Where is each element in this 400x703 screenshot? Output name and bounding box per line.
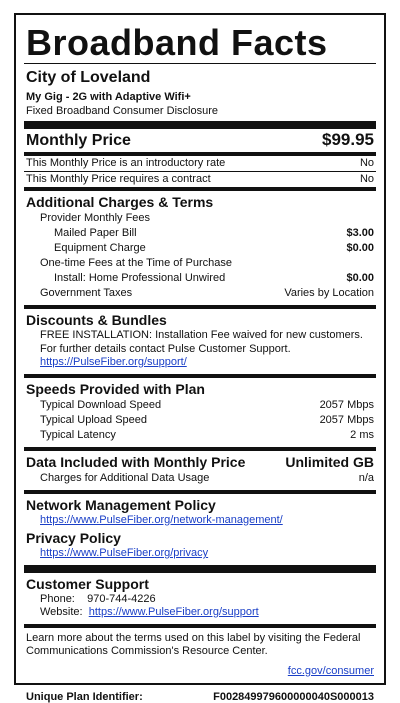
download-value: 2057 Mbps [319, 398, 374, 411]
footer-text: Learn more about the terms used on this label by visiting the Federal Communications Commission's Resource Center. [26, 631, 361, 657]
support-heading: Customer Support [26, 575, 149, 592]
monthly-price-value: $99.95 [322, 130, 374, 149]
mailed-bill-row [26, 226, 374, 241]
additional-data-row [26, 471, 374, 486]
label-title: Broadband Facts [26, 22, 328, 63]
data-included-row [26, 454, 374, 471]
provider-fees-label: Provider Monthly Fees [40, 212, 151, 224]
upload-row [26, 413, 374, 428]
discounts-heading: Discounts & Bundles [26, 312, 167, 328]
discounts-line-1: FREE INSTALLATION: Installation Fee waived for new customers. [40, 329, 363, 341]
privacy-heading: Privacy Policy [26, 530, 121, 546]
network-policy-link[interactable]: https://www.PulseFiber.org/network-management/ [40, 513, 283, 526]
divider-mid [24, 490, 376, 494]
divider-mid [24, 624, 376, 628]
one-time-fees-label: One-time Fees at the Time of Purchase [40, 257, 232, 269]
divider-mid [24, 374, 376, 378]
download-label: Typical Download Speed [40, 398, 162, 411]
download-row [26, 398, 374, 413]
monthly-price-row [26, 129, 374, 152]
gov-taxes-label: Government Taxes [40, 287, 133, 299]
divider-mid [24, 305, 376, 309]
phone-value: 970-744-4226 [87, 592, 156, 605]
provider-name: City of Loveland [26, 69, 151, 86]
network-heading: Network Management Policy [26, 496, 216, 513]
divider-thick [24, 121, 376, 129]
one-time-fees-row [26, 256, 374, 271]
disclosure-type: Fixed Broadband Consumer Disclosure [26, 105, 218, 117]
latency-label: Typical Latency [40, 428, 116, 441]
mailed-bill-value: $3.00 [346, 227, 374, 239]
uid-label: Unique Plan Identifier: [26, 690, 143, 703]
discounts-support-link[interactable]: https://PulseFiber.org/support/ [40, 356, 187, 368]
data-included-value: Unlimited GB [285, 453, 374, 470]
provider-fees-row [26, 211, 374, 226]
divider [24, 63, 376, 64]
divider-mid [24, 447, 376, 451]
additional-data-label: Charges for Additional Data Usage [40, 471, 210, 484]
equipment-row [26, 241, 374, 256]
uid-value: F002849979600000040S000013 [213, 690, 374, 703]
gov-taxes-row [26, 286, 374, 301]
phone-label: Phone: [40, 592, 75, 605]
install-row [26, 271, 374, 286]
monthly-price-label: Monthly Price [26, 132, 131, 149]
support-phone-row [26, 593, 374, 607]
upload-value: 2057 Mbps [319, 413, 374, 426]
equipment-value: $0.00 [346, 242, 374, 254]
website-label: Website: [40, 606, 83, 618]
latency-value: 2 ms [350, 428, 374, 441]
mailed-bill-label: Mailed Paper Bill [54, 227, 137, 239]
upload-label: Typical Upload Speed [40, 413, 148, 426]
fcc-consumer-link[interactable]: fcc.gov/consumer [287, 664, 374, 677]
privacy-policy-link[interactable]: https://www.PulseFiber.org/privacy [40, 547, 209, 559]
equipment-label: Equipment Charge [54, 242, 146, 254]
intro-rate-value: No [359, 157, 374, 169]
broadband-facts-label [14, 13, 386, 703]
gov-taxes-value: Varies by Location [284, 287, 374, 299]
unique-plan-identifier [26, 691, 374, 703]
contract-value: No [359, 173, 374, 185]
discounts-line-2: For further details contact Pulse Customer Support. [40, 342, 291, 355]
support-website-link[interactable]: https://www.PulseFiber.org/support [88, 606, 259, 618]
intro-rate-label: This Monthly Price is an introductory rate [26, 157, 226, 169]
charges-heading: Additional Charges & Terms [26, 194, 214, 210]
latency-row [26, 428, 374, 443]
divider-mid [24, 187, 376, 191]
support-website-row [26, 606, 374, 620]
install-label: Install: Home Professional Unwired [54, 272, 226, 284]
contract-row [26, 172, 374, 187]
contract-label: This Monthly Price requires a contract [26, 173, 211, 185]
plan-name: My Gig - 2G with Adaptive Wifi+ [26, 91, 191, 103]
install-value: $0.00 [346, 272, 374, 284]
additional-data-value: n/a [358, 471, 374, 484]
intro-rate-row [26, 156, 374, 171]
divider-thick [24, 565, 376, 573]
speeds-heading: Speeds Provided with Plan [26, 380, 205, 397]
data-included-label: Data Included with Monthly Price [26, 453, 246, 470]
